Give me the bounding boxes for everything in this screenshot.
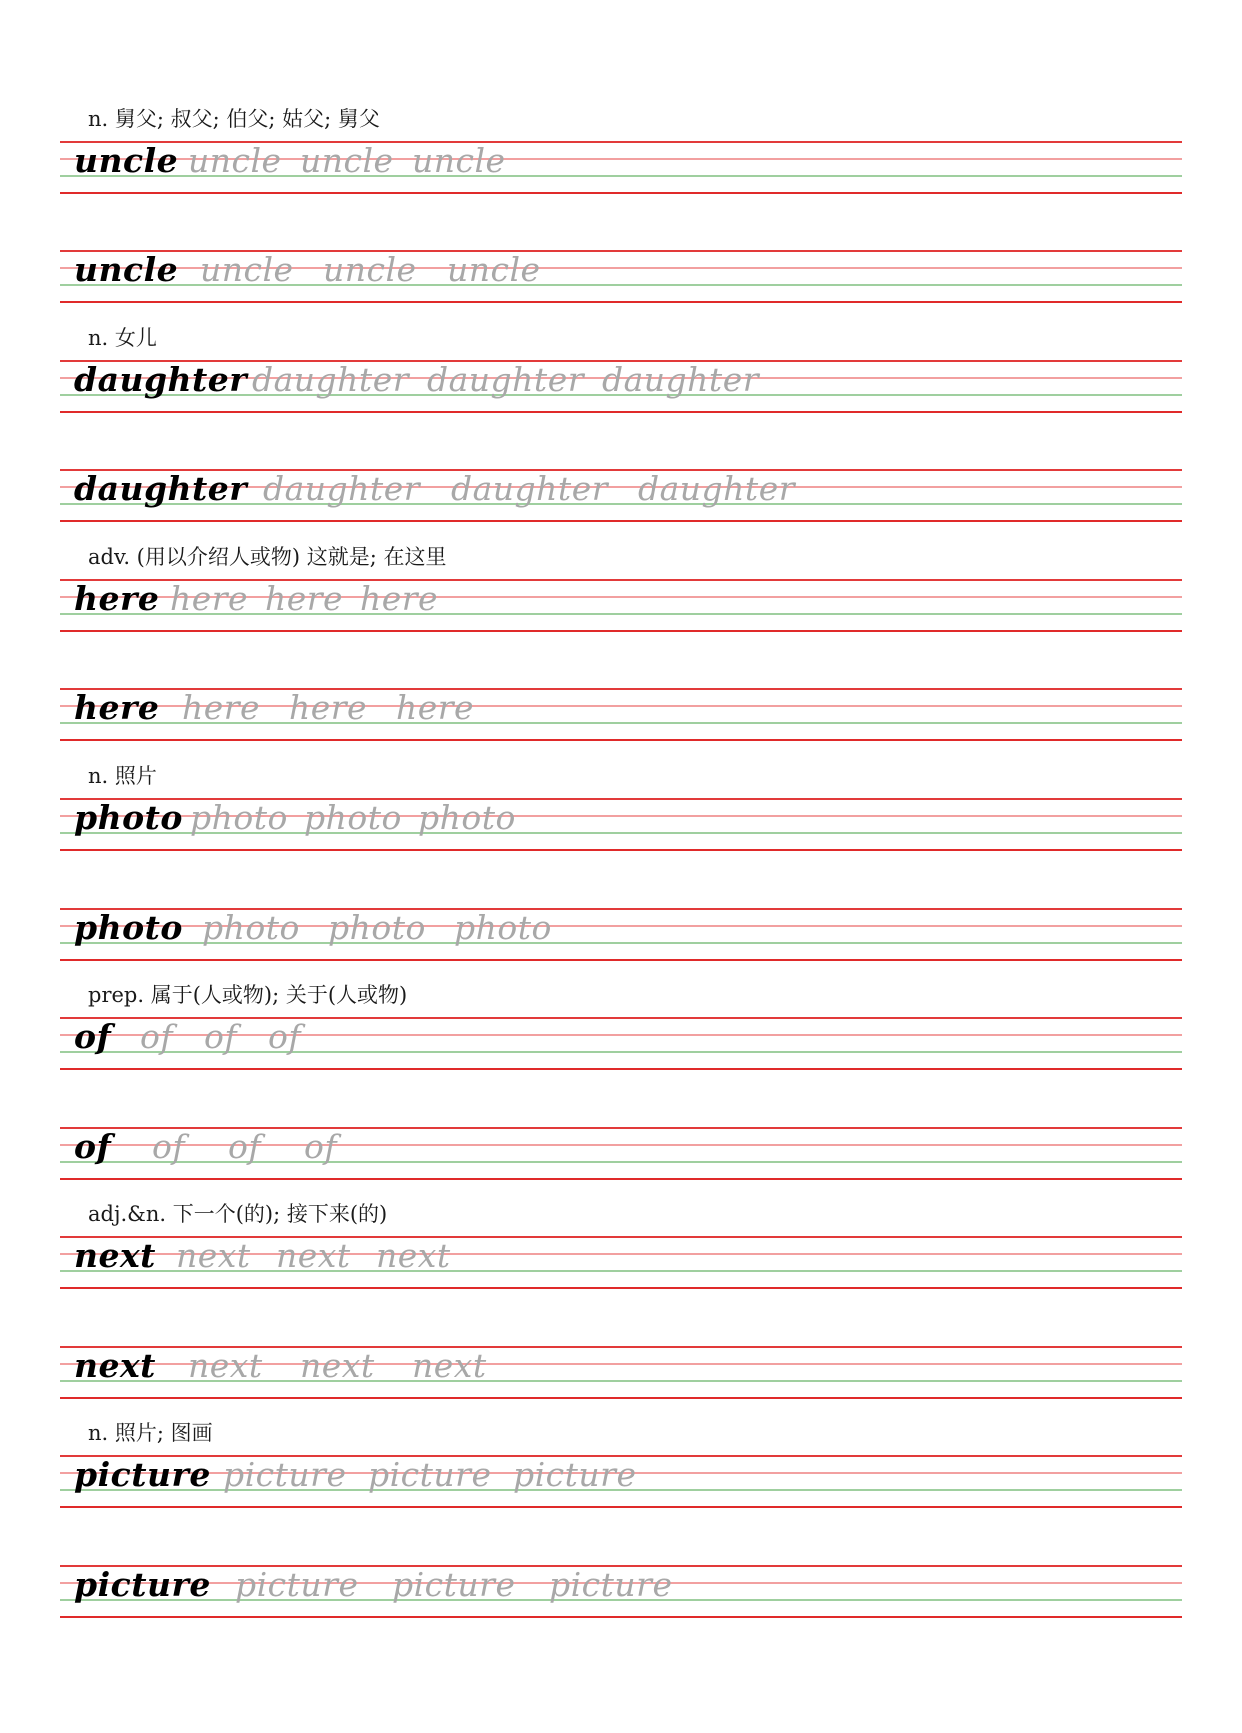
bottom-line xyxy=(60,849,1182,851)
practice-row xyxy=(60,688,1182,742)
definition-label: adv. (用以介绍人或物) 这就是; 在这里 xyxy=(88,545,447,569)
trace-word: here xyxy=(396,688,475,727)
practice-row xyxy=(60,798,1182,852)
practice-row xyxy=(60,1346,1182,1400)
trace-word: photo xyxy=(190,798,288,837)
model-word: daughter xyxy=(74,469,248,508)
definition-label: prep. 属于(人或物); 关于(人或物) xyxy=(88,983,408,1007)
trace-word: picture xyxy=(549,1565,673,1604)
practice-row xyxy=(60,141,1182,195)
trace-word: here xyxy=(289,688,368,727)
bottom-line xyxy=(60,1178,1182,1180)
practice-row xyxy=(60,250,1182,304)
trace-word: of xyxy=(140,1017,174,1056)
definition-label: n. 舅父; 叔父; 伯父; 姑父; 舅父 xyxy=(88,107,380,131)
model-word: photo xyxy=(74,908,183,947)
trace-word: picture xyxy=(368,1455,492,1494)
trace-word: photo xyxy=(328,908,426,947)
trace-word: picture xyxy=(513,1455,637,1494)
practice-row xyxy=(60,908,1182,962)
bottom-line xyxy=(60,192,1182,194)
model-word: picture xyxy=(74,1565,211,1604)
trace-word: here xyxy=(265,579,344,618)
bottom-line xyxy=(60,301,1182,303)
practice-row xyxy=(60,1127,1182,1181)
trace-word: uncle xyxy=(300,141,394,180)
trace-word: next xyxy=(188,1346,263,1385)
model-word: of xyxy=(74,1017,112,1056)
model-word: daughter xyxy=(74,360,248,399)
model-word: picture xyxy=(74,1455,211,1494)
model-word: uncle xyxy=(74,141,179,180)
trace-word: daughter xyxy=(451,469,608,508)
practice-row xyxy=(60,1565,1182,1619)
bottom-line xyxy=(60,1616,1182,1618)
definition-label: n. 女儿 xyxy=(88,326,157,350)
practice-row xyxy=(60,579,1182,633)
practice-row xyxy=(60,1236,1182,1290)
trace-word: photo xyxy=(418,798,516,837)
trace-word: picture xyxy=(392,1565,516,1604)
trace-word: next xyxy=(376,1236,451,1275)
practice-row xyxy=(60,1017,1182,1071)
trace-word: daughter xyxy=(638,469,795,508)
trace-word: uncle xyxy=(323,250,417,289)
trace-word: of xyxy=(268,1017,302,1056)
trace-word: next xyxy=(176,1236,251,1275)
trace-word: here xyxy=(182,688,261,727)
trace-word: uncle xyxy=(447,250,541,289)
model-word: photo xyxy=(74,798,183,837)
trace-word: of xyxy=(304,1127,338,1166)
bottom-line xyxy=(60,1506,1182,1508)
trace-word: of xyxy=(204,1017,238,1056)
bottom-line xyxy=(60,411,1182,413)
trace-word: daughter xyxy=(427,360,584,399)
trace-word: daughter xyxy=(252,360,409,399)
practice-row xyxy=(60,360,1182,414)
trace-word: picture xyxy=(223,1455,347,1494)
trace-word: next xyxy=(276,1236,351,1275)
bottom-line xyxy=(60,1397,1182,1399)
model-word: here xyxy=(74,579,160,618)
trace-word: here xyxy=(360,579,439,618)
bottom-line xyxy=(60,959,1182,961)
trace-word: picture xyxy=(235,1565,359,1604)
trace-word: photo xyxy=(454,908,552,947)
bottom-line xyxy=(60,630,1182,632)
trace-word: next xyxy=(412,1346,487,1385)
trace-word: of xyxy=(228,1127,262,1166)
definition-label: n. 照片 xyxy=(88,764,157,788)
trace-word: photo xyxy=(202,908,300,947)
bottom-line xyxy=(60,1287,1182,1289)
model-word: of xyxy=(74,1127,112,1166)
trace-word: uncle xyxy=(188,141,282,180)
definition-label: adj.&n. 下一个(的); 接下来(的) xyxy=(88,1202,388,1226)
trace-word: daughter xyxy=(602,360,759,399)
model-word: uncle xyxy=(74,250,179,289)
model-word: next xyxy=(74,1346,156,1385)
trace-word: next xyxy=(300,1346,375,1385)
bottom-line xyxy=(60,739,1182,741)
model-word: here xyxy=(74,688,160,727)
trace-word: of xyxy=(152,1127,186,1166)
trace-word: uncle xyxy=(412,141,506,180)
bottom-line xyxy=(60,520,1182,522)
practice-row xyxy=(60,469,1182,523)
definition-label: n. 照片; 图画 xyxy=(88,1421,213,1445)
model-word: next xyxy=(74,1236,156,1275)
trace-word: daughter xyxy=(263,469,420,508)
bottom-line xyxy=(60,1068,1182,1070)
trace-word: uncle xyxy=(200,250,294,289)
trace-word: photo xyxy=(304,798,402,837)
trace-word: here xyxy=(170,579,249,618)
practice-row xyxy=(60,1455,1182,1509)
